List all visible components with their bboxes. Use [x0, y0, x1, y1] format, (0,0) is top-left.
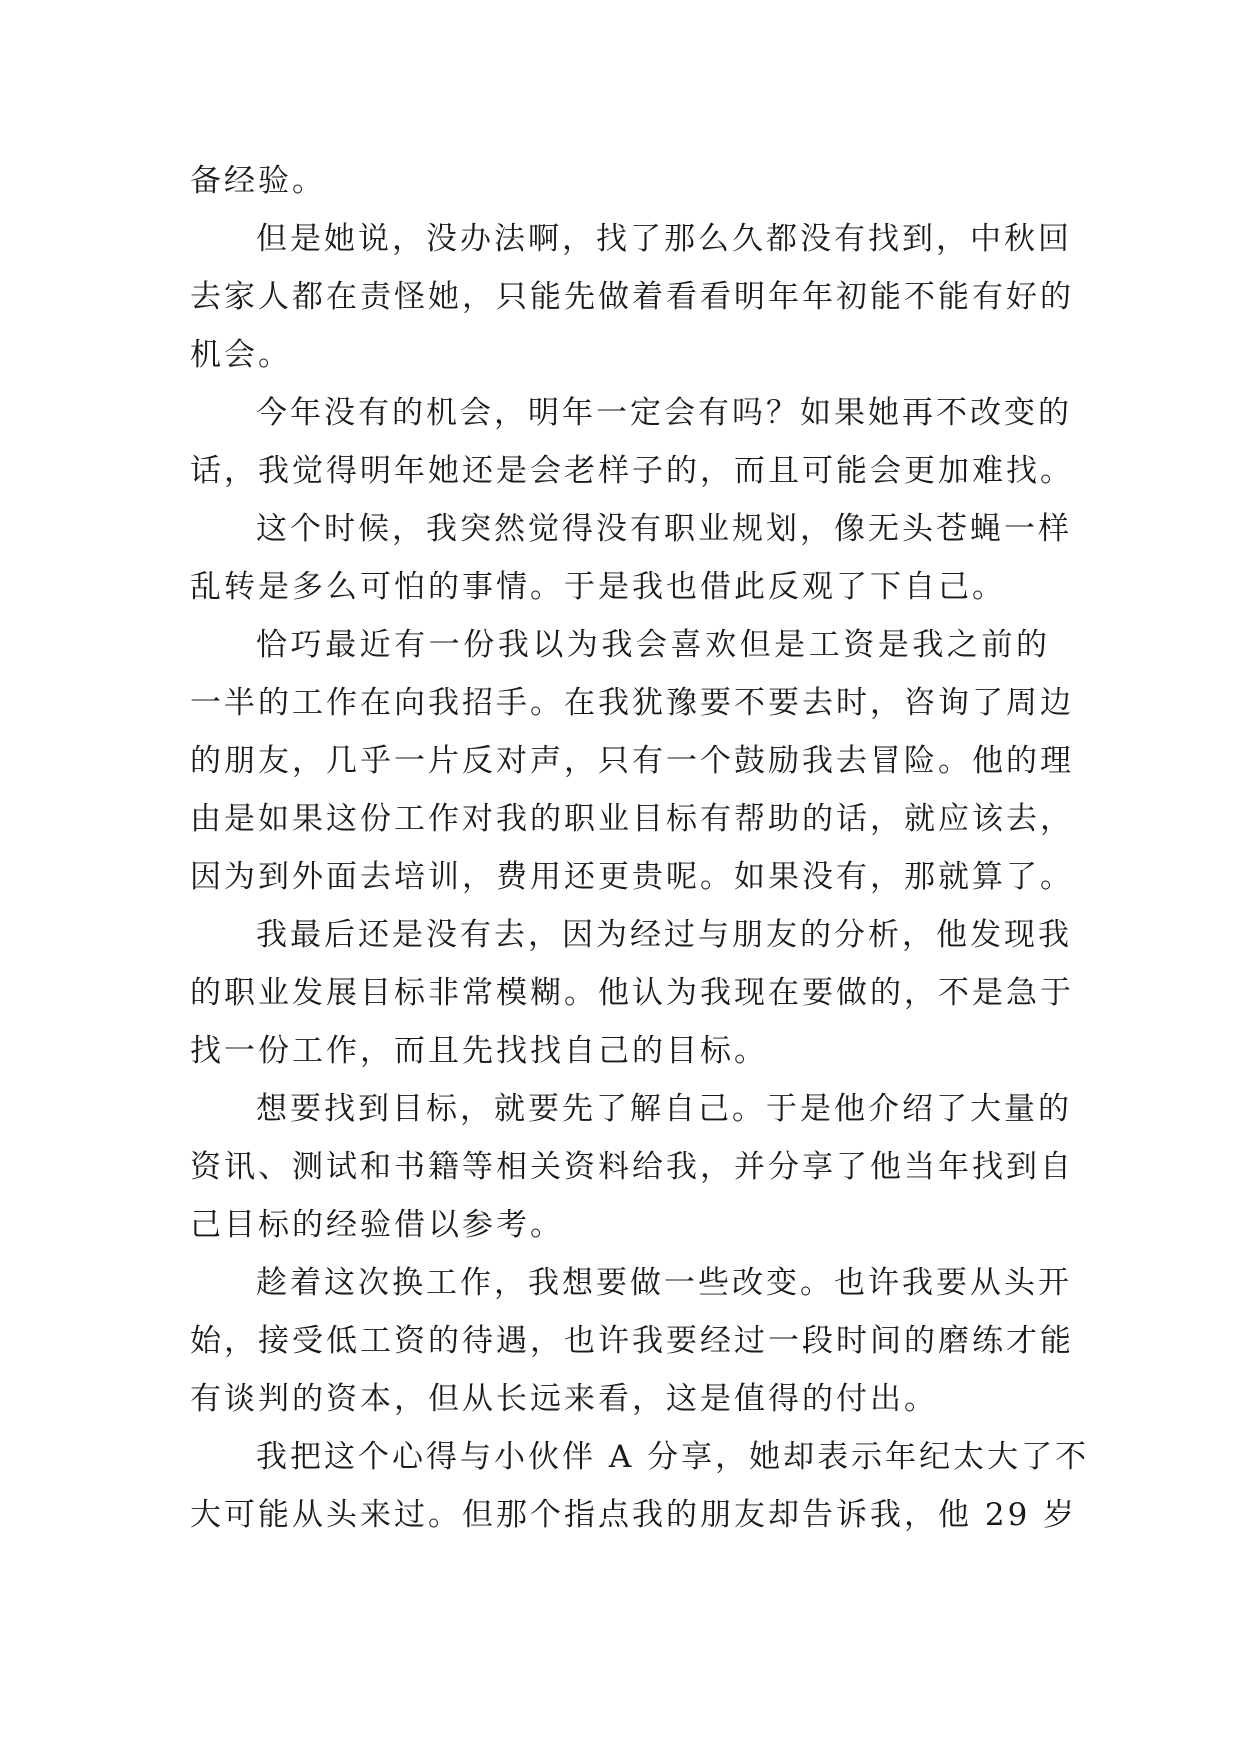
- paragraph-line: 乱转是多么可怕的事情。于是我也借此反观了下自己。: [190, 569, 1006, 605]
- paragraph-line: 一半的工作在向我招手。在我犹豫要不要去时，咨询了周边: [190, 685, 1074, 721]
- paragraph-line: 我把这个心得与小伙伴 A 分享，她却表示年纪太大了不: [256, 1439, 1090, 1475]
- paragraph-line: 有谈判的资本，但从长远来看，这是值得的付出。: [190, 1381, 938, 1417]
- paragraph-line: 的职业发展目标非常模糊。他认为我现在要做的，不是急于: [190, 975, 1074, 1011]
- paragraph-line: 资讯、测试和书籍等相关资料给我，并分享了他当年找到自: [190, 1149, 1074, 1185]
- paragraph-line: 己目标的经验借以参考。: [190, 1207, 564, 1243]
- paragraph-line: 这个时候，我突然觉得没有职业规划，像无头苍蝇一样: [256, 511, 1072, 547]
- paragraph-line: 但是她说，没办法啊，找了那么久都没有找到，中秋回: [256, 221, 1072, 257]
- paragraph-line: 机会。: [190, 337, 292, 373]
- paragraph-line: 备经验。: [190, 163, 326, 199]
- paragraph-line: 话，我觉得明年她还是会老样子的，而且可能会更加难找。: [190, 453, 1074, 489]
- paragraph-line: 趁着这次换工作，我想要做一些改变。也许我要从头开: [256, 1265, 1072, 1301]
- document-body: [190, 152, 1090, 1544]
- paragraph-line: 始，接受低工资的待遇，也许我要经过一段时间的磨练才能: [190, 1323, 1074, 1359]
- paragraph-line: 恰巧最近有一份我以为我会喜欢但是工资是我之前的: [256, 627, 1050, 663]
- paragraph-line: 大可能从头来过。但那个指点我的朋友却告诉我，他 29 岁: [190, 1497, 1078, 1533]
- paragraph-line: 想要找到目标，就要先了解自己。于是他介绍了大量的: [256, 1091, 1072, 1127]
- paragraph-line: 去家人都在责怪她，只能先做着看看明年年初能不能有好的: [190, 279, 1074, 315]
- paragraph-line: 因为到外面去培训，费用还更贵呢。如果没有，那就算了。: [190, 859, 1074, 895]
- paragraph-line: 的朋友，几乎一片反对声，只有一个鼓励我去冒险。他的理: [190, 743, 1074, 779]
- paragraph-line: 今年没有的机会，明年一定会有吗？如果她再不改变的: [256, 395, 1072, 431]
- paragraph-line: 找一份工作，而且先找找自己的目标。: [190, 1033, 768, 1069]
- paragraph-line: 由是如果这份工作对我的职业目标有帮助的话，就应该去，: [190, 801, 1074, 837]
- paragraph-line: 我最后还是没有去，因为经过与朋友的分析，他发现我: [256, 917, 1072, 953]
